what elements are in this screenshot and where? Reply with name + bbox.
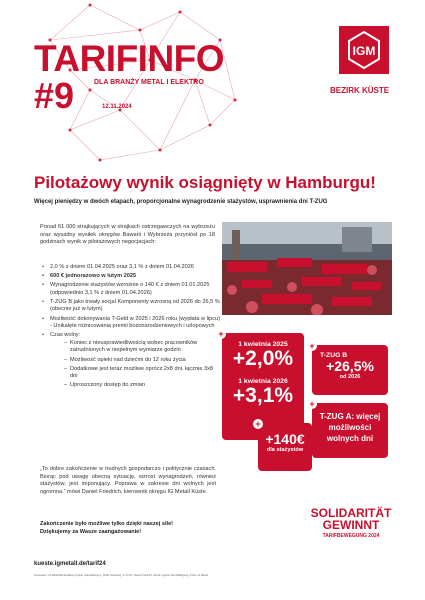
tzug-b-label: T-ZUG B <box>320 352 348 359</box>
igm-logo-icon <box>339 26 389 74</box>
list-item-free-time <box>40 332 220 390</box>
solidarity-line1: SOLIDARITÄT <box>310 506 392 520</box>
tzug-b-value: +26,5% <box>326 358 374 374</box>
strike-photo <box>222 222 392 315</box>
free-time-sublist <box>50 340 220 390</box>
issue-number: #9 <box>34 75 75 116</box>
closing-text <box>40 521 220 536</box>
sub-list-item: – Dodatkowe jest teraz możliwe oprócz 2x8 dni, łącznie 3x8 dni <box>64 366 220 381</box>
raise-value-2025: +2,0% <box>232 347 294 370</box>
raise-value-2026: +3,1% <box>232 384 294 407</box>
list-item: • 2,0 % z dniem 01.04.2025 oraz 3,1 % z dniem 01.04.2026 <box>40 264 220 272</box>
svg-text:IGM: IGM <box>352 44 376 58</box>
list-item: • T-ZUG B jako trwały socjal Komponenty wzrosną od 2026 do 26,5 % (obecnie już w lutym) <box>40 299 220 314</box>
plus-icon: + <box>307 399 317 409</box>
plus-icon: + <box>253 419 263 429</box>
tzug-b-sub: od 2026 <box>339 374 361 380</box>
tzug-a-text: T-ZUG A: więcej możliwości wolnych dni <box>319 412 381 443</box>
trainee-value: +140€ <box>265 431 305 447</box>
solidarity-line3: TARIFBEWEGUNG 2024 <box>322 533 380 539</box>
closing-line: Zakończenie było możliwe tylko dzięki naszej sile! <box>40 521 174 527</box>
result-list <box>40 264 220 391</box>
issue-date: 12.11.2024 <box>102 104 132 110</box>
raise-date-2025: 1 kwietnia 2025 <box>238 341 288 348</box>
region-label: BEZIRK KÜSTE <box>330 86 390 95</box>
intro-paragraph: Ponad 61 000 strajkujących w strajkach ostrzegawczych na wybrzeżu oraz wysadny wysiłek okręgów Bawarii i Wybrzeża przyniósł po 18 godzinach wynik w pilotażowych negocjacjach: <box>40 224 215 246</box>
trainee-box <box>255 419 312 471</box>
list-item: • 600 € jednorazowo w lutym 2025 <box>40 273 220 281</box>
list-item: • Wynagrodzenie stażystów wzrośnie o 140 € z dniem 01.01.2025 (odpowiednio 3,1 % z dniem 01.04.2026) <box>40 282 220 297</box>
plus-icon: + <box>216 329 226 339</box>
trainee-sub: dla stażystów <box>266 447 304 453</box>
raise-date-2026: 1 kwietnia 2026 <box>238 378 288 385</box>
page-title: TARIFINFO <box>34 38 225 79</box>
solidarity-badge <box>306 507 396 539</box>
sub-list-item: – Możliwość opieki nad dziećmi do 12 roku życia <box>64 357 220 365</box>
website-link[interactable]: kueste.igmetall.de/tarif24 <box>34 561 106 567</box>
sub-list-item: – Uproszczony dostęp do zmian <box>64 382 220 390</box>
subtitle: DLA BRANŻY METAL I ELEKTRO <box>94 79 204 86</box>
imprint-footnote: Impressum: IG Metall Bezirksleitung Küste, Kapstadtring 6, 22297 Hamburg. V.i.S.d.P.: Daniel Friedrich. Druck: eigene Vervielfältigung. Fotos: IG Metall. <box>34 574 209 577</box>
plus-icon: + <box>307 341 317 351</box>
quote-paragraph: „To dobre zakończenie w trudnych gospodarczo i politycznie czasach. Biorąc pod uwagę obecną sytuację, wzrost wynagrodzeń, również stażystów, jest imponujący. Poprawa w zakresie dni wolnych jest ogromna.” mówi Daniel Friedrich, kierownik okręgu IG Metall Küste. <box>40 466 216 495</box>
sub-list-item: – Koniec z nieusprawiedliwością wobec pracowników zatrudnionych w niepełnym wymiarze godzin <box>64 340 220 355</box>
closing-line: Dziękujemy za Wasze zaangażowanie! <box>40 528 142 535</box>
solidarity-line2: GEWINNT <box>322 518 380 532</box>
igm-logo <box>339 26 389 74</box>
headline: Pilotażowy wynik osiągnięty w Hamburgu! <box>34 173 376 192</box>
tzug-b-box <box>309 341 388 395</box>
free-time-label: Czas wolny: <box>50 332 81 339</box>
tzug-a-box <box>309 399 388 458</box>
list-item: • Możliwość dokonywania T-Geld w 2025 i 2026 roku (wypłata w lipcu) - Unikalęte różnicowania premii bożonarodzeniowych i urlopowych <box>40 316 220 331</box>
subheadline: Więcej pieniędzy w dwóch etapach, proporcjonalne wynagrodzenie stażystów, usprawnienia dni T-ZUG <box>34 199 328 205</box>
